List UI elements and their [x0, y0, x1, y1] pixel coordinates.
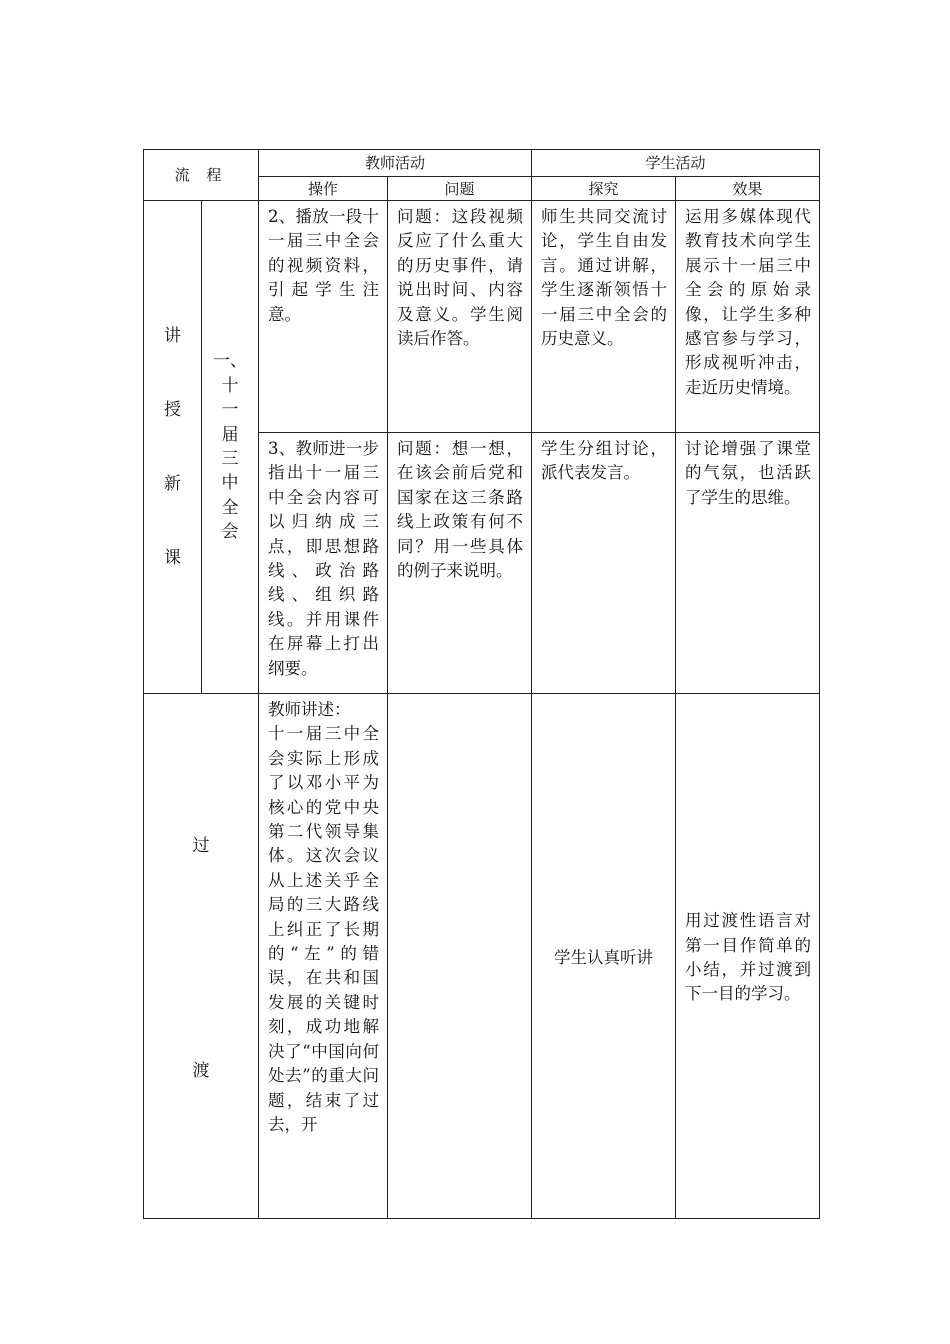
header-question: 问题 — [388, 177, 532, 201]
subsection-char: 届 — [221, 424, 239, 445]
transition-char-bottom: 渡 — [192, 1061, 210, 1081]
subsection-char: 三 — [221, 449, 239, 469]
transition-explore: 学生认真听讲 — [532, 694, 676, 1219]
transition-question — [388, 694, 532, 1219]
header-explore: 探究 — [532, 177, 676, 201]
row1-effect: 运用多媒体现代教育技术向学生展示十一届三中全会的原始录像，让学生多种感官参与学习，形成视听冲击，走近历史情境。 — [676, 201, 820, 433]
lecture-label-chars — [144, 299, 201, 595]
transition-effect: 用过渡性语言对第一目作简单的小结，并过渡到下一目的学习。 — [676, 694, 820, 1219]
lecture-char: 讲 — [164, 326, 181, 346]
row2-effect: 讨论增强了课堂的气氛，也活跃了学生的思维。 — [676, 433, 820, 694]
subsection-char: 一 — [221, 400, 239, 421]
row1-explore: 师生共同交流讨论，学生自由发言。通过讲解，学生逐渐领悟十一届三中全会的历史意义。 — [532, 201, 676, 433]
section-label-lecture — [144, 201, 202, 694]
section-label-transition — [144, 694, 259, 1219]
subsection-label-chars — [202, 349, 258, 544]
transition-operation — [259, 694, 388, 1219]
subsection-label — [202, 201, 259, 694]
transition-char-top: 过 — [192, 836, 210, 856]
transition-operation-text: 十一届三中全会实际上形成了以邓小平为核心的党中央第二代领导集体。这次会议从上述关乎全局的三大路线上纠正了长期的“左”的错误，在共和国发展的关键时刻，成功地解决了“中国向何处去”的重大问题，结束了过去，开 — [268, 724, 379, 1134]
header-student-activity: 学生活动 — [532, 150, 820, 177]
lecture-char: 新 — [164, 474, 181, 494]
subsection-char: 中 — [221, 473, 239, 494]
header-effect: 效果 — [676, 177, 820, 201]
row1-question: 问题：这段视频反应了什么重大的历史事件，请说出时间、内容及意义。学生阅读后作答。 — [388, 201, 532, 433]
row1-operation: 2、播放一段十一届三中全会的视频资料，引起学生注意。 — [259, 201, 388, 433]
subsection-char: 十 — [221, 375, 239, 396]
transition-operation-title: 教师讲述： — [268, 700, 351, 719]
lesson-plan-table — [143, 149, 820, 1219]
header-flow: 流 程 — [144, 150, 259, 201]
lecture-char: 课 — [164, 548, 181, 568]
row2-question: 问题：想一想，在该会前后党和国家在这三条路线上政策有何不同？用一些具体的例子来说明。 — [388, 433, 532, 694]
subsection-char: 全 — [221, 497, 239, 518]
header-teacher-activity: 教师活动 — [259, 150, 532, 177]
row2-operation: 3、教师进一步指出十一届三中全会内容可以归纳成三点，即思想路线、政治路线、组织路线。并用课件在屏幕上打出纲要。 — [259, 433, 388, 694]
lecture-char: 授 — [164, 400, 181, 420]
subsection-char: 一、 — [213, 351, 247, 372]
header-operation: 操作 — [259, 177, 388, 201]
row2-explore: 学生分组讨论，派代表发言。 — [532, 433, 676, 694]
subsection-char: 会 — [221, 522, 239, 543]
